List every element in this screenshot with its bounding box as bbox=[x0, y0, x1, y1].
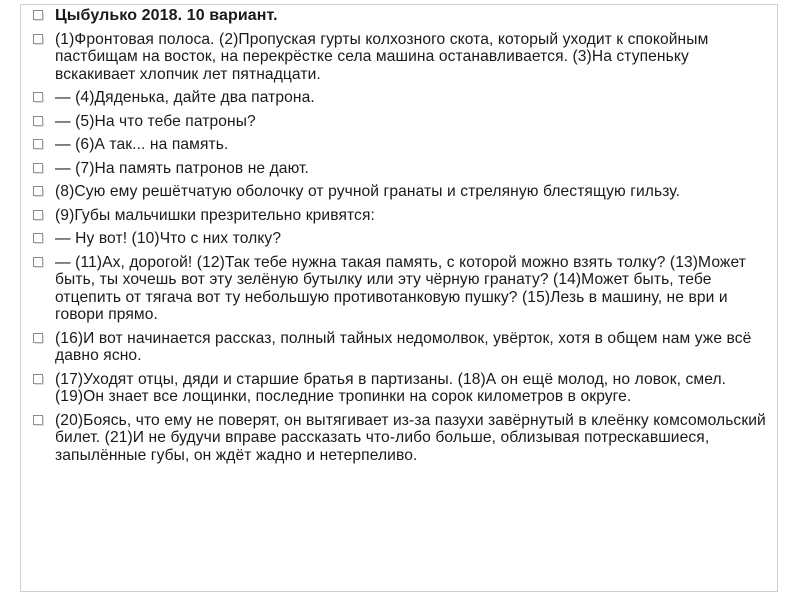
list-item bbox=[31, 183, 771, 201]
list-item bbox=[31, 371, 771, 406]
hollow-square-bullet-icon bbox=[33, 139, 44, 150]
list-item bbox=[31, 31, 771, 84]
paragraph-text: (1)Фронтовая полоса. (2)Пропуская гурты колхозного скота, который уходит к спокойным пастбищам на восток, на перекрёстке села машина останавливается. (3)На ступеньку вскакивает хлопчик лет пятнадцати. bbox=[55, 30, 709, 83]
paragraph-text: (16)И вот начинается рассказ, полный тайных недомолвок, увёрток, хотя в общем нам уже всё давно ясно. bbox=[55, 329, 752, 364]
hollow-square-bullet-icon bbox=[33, 92, 44, 103]
paragraph-text: — Ну вот! (10)Что с них толку? bbox=[55, 230, 282, 247]
paragraph-text: (8)Сую ему решётчатую оболочку от ручной гранаты и стреляную блестящую гильзу. bbox=[55, 183, 681, 200]
hollow-square-bullet-icon bbox=[33, 116, 44, 127]
hollow-square-bullet-icon bbox=[33, 415, 44, 426]
slide-title: Цыбулько 2018. 10 вариант. bbox=[55, 7, 278, 24]
list-item bbox=[31, 230, 771, 248]
hollow-square-bullet-icon bbox=[33, 333, 44, 344]
paragraph-text: (17)Уходят отцы, дяди и старшие братья в партизаны. (18)А он ещё молод, но ловок, смел. (19)Он знает все лощинки, последние тропинки на сорок километров в округе. bbox=[55, 370, 727, 405]
list-item bbox=[31, 89, 771, 107]
list-item bbox=[31, 330, 771, 365]
paragraph-text: — (7)На память патронов не дают. bbox=[55, 159, 309, 177]
list-item bbox=[31, 113, 771, 131]
list-item bbox=[31, 160, 771, 178]
paragraph-text: — (11)Ах, дорогой! (12)Так тебе нужна такая память, с которой можно взять толку? (13)Может быть, ты хочешь вот эту зелёную бутылку или эту чёрную гранату? (14)Может быть, тебе отцепить от тягача вот ту небольшую противотанковую пушку? (15)Лезь в машину, не ври и говори прямо. bbox=[55, 253, 746, 323]
paragraph-text: — (6)А так... на память. bbox=[55, 136, 229, 153]
hollow-square-bullet-icon bbox=[33, 10, 44, 21]
hollow-square-bullet-icon bbox=[33, 257, 44, 268]
bullet-list bbox=[31, 7, 771, 470]
slide-title-item bbox=[31, 7, 771, 25]
slide bbox=[20, 4, 778, 592]
hollow-square-bullet-icon bbox=[33, 210, 44, 221]
hollow-square-bullet-icon bbox=[33, 374, 44, 385]
list-item bbox=[31, 207, 771, 225]
list-item bbox=[31, 412, 771, 465]
hollow-square-bullet-icon bbox=[33, 186, 44, 197]
hollow-square-bullet-icon bbox=[33, 163, 44, 174]
paragraph-text: (9)Губы мальчишки презрительно кривятся: bbox=[55, 206, 375, 224]
list-item bbox=[31, 136, 771, 154]
paragraph-text: — (4)Дяденька, дайте два патрона. bbox=[55, 89, 315, 106]
hollow-square-bullet-icon bbox=[33, 34, 44, 45]
paragraph-text: — (5)На что тебе патроны? bbox=[55, 112, 256, 130]
list-item bbox=[31, 254, 771, 324]
paragraph-text: (20)Боясь, что ему не поверят, он вытягивает из-за пазухи завёрнутый в клеёнку комсомольский билет. (21)И не будучи вправе рассказать что-либо больше, облизывая потрескавшиеся, запылённые губы, он ждёт жадно и нетерпеливо. bbox=[55, 411, 766, 464]
hollow-square-bullet-icon bbox=[33, 233, 44, 244]
